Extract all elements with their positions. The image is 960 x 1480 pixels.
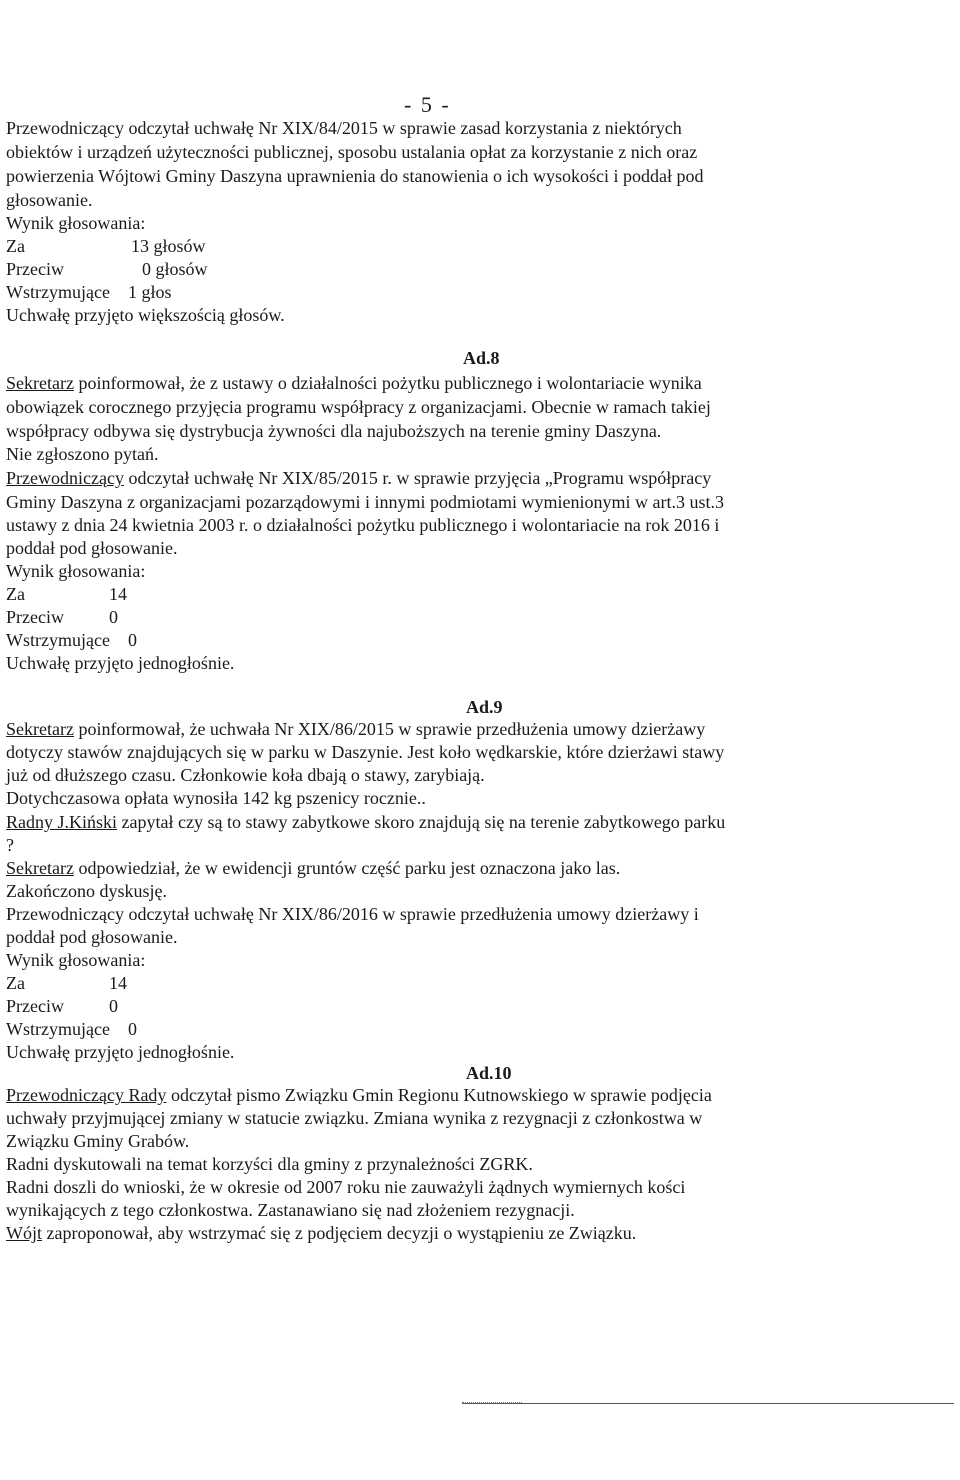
ad8-vote-za [6,583,127,605]
ad9-heading: Ad.9 [466,697,503,717]
vote-label: Przeciw [6,607,64,627]
block1-vote-przeciw [6,258,208,280]
block1-vote-header: Wynik głosowania: [6,213,146,233]
ad8-vote-header: Wynik głosowania: [6,561,146,581]
ad8-line-5-text: odczytał uchwałę Nr XIX/85/2015 r. w sprawie przyjęcia „Programu współpracy [123,468,712,488]
vote-label: Za [6,236,25,256]
vote-label: Za [6,973,25,993]
vote-label: Za [6,584,25,604]
footer-rule [462,1403,954,1404]
speaker-name: Sekretarz [6,373,74,393]
ad8-line-5 [6,467,711,489]
vote-value: 0 [109,607,118,627]
ad9-line-3: już od dłuższego czasu. Członkowie koła dbają o stawy, zarybiają. [6,765,485,785]
ad8-line-3: współpracy odbywa się dystrybucja żywności dla najuboższych na terenie gminy Daszyna. [6,421,662,441]
ad10-line-7-text: zaproponował, aby wstrzymać się z podjęciem decyzji o wystąpieniu ze Związku. [42,1223,637,1243]
ad9-vote-za [6,972,127,994]
vote-value: 0 [128,630,137,650]
block1-line-4: głosowanie. [6,190,93,210]
speaker-name: Wójt [6,1223,42,1243]
ad9-vote-header: Wynik głosowania: [6,950,146,970]
ad8-line-4: Nie zgłoszono pytań. [6,444,159,464]
vote-label: Przeciw [6,259,64,279]
page-number: - 5 - [404,92,451,117]
vote-label: Wstrzymujące [6,1019,110,1039]
ad10-heading: Ad.10 [466,1063,512,1083]
speaker-name: Przewodniczący [6,468,124,488]
ad8-vote-przeciw [6,606,118,628]
block1-vote-wstrzymujace [6,281,172,303]
ad10-line-3: Związku Gminy Grabów. [6,1131,190,1151]
ad10-line-6: wynikających z tego członkostwa. Zastanawiano się nad złożeniem rezygnacji. [6,1200,575,1220]
ad9-vote-wstrzymujace [6,1018,137,1040]
block1-line-3: powierzenia Wójtowi Gminy Daszyna uprawnienia do stanowienia o ich wysokości i poddał pod [6,166,704,186]
ad8-line-1-text: poinformował, że z ustawy o działalności pożytku publicznego i wolontariacie wynika [73,373,702,393]
ad9-line-6: ? [6,835,14,855]
ad8-line-2: obowiązek corocznego przyjęcia programu współpracy z organizacjami. Obecnie w ramach takiej [6,397,711,417]
ad8-heading: Ad.8 [463,348,500,368]
speaker-name: Radny J.Kiński [6,812,118,832]
vote-label: Przeciw [6,996,64,1016]
vote-value: 14 [109,973,127,993]
ad9-line-10: poddał pod głosowanie. [6,927,178,947]
vote-label: Wstrzymujące [6,630,110,650]
ad9-line-2: dotyczy stawów znajdujących się w parku w Daszynie. Jest koło wędkarskie, które dzierżawi stawy [6,742,725,762]
ad9-line-9: Przewodniczący odczytał uchwałę Nr XIX/86/2016 w sprawie przedłużenia umowy dzierżawy i [6,904,699,924]
ad8-result: Uchwałę przyjęto jednogłośnie. [6,653,235,673]
vote-value: 1 głos [128,282,172,302]
ad9-line-7 [6,857,620,879]
ad10-line-4: Radni dyskutowali na temat korzyści dla gminy z przynależności ZGRK. [6,1154,533,1174]
vote-label: Wstrzymujące [6,282,110,302]
ad9-result: Uchwałę przyjęto jednogłośnie. [6,1042,235,1062]
ad9-line-1-text: poinformował, że uchwała Nr XIX/86/2015 w sprawie przedłużenia umowy dzierżawy [73,719,706,739]
footer-rule-dots [462,1402,522,1405]
ad9-line-7-text: odpowiedział, że w ewidencji gruntów część parku jest oznaczona jako las. [73,858,621,878]
vote-value: 0 głosów [142,259,208,279]
ad8-line-6: Gminy Daszyna z organizacjami pozarządowymi i innymi podmiotami wymienionymi w art.3 ust.3 [6,492,725,512]
block1-result: Uchwałę przyjęto większością głosów. [6,305,285,325]
block1-line-2: obiektów i urządzeń użyteczności publicznej, sposobu ustalania opłat za korzystanie z nich oraz [6,142,698,162]
vote-value: 13 głosów [131,236,206,256]
vote-value: 0 [128,1019,137,1039]
ad9-line-4: Dotychczasowa opłata wynosiła 142 kg pszenicy rocznie.. [6,788,426,808]
ad8-line-1 [6,372,702,394]
ad9-line-1 [6,718,705,740]
ad9-line-5 [6,811,725,833]
ad9-line-5-text: zapytał czy są to stawy zabytkowe skoro znajdują się na terenie zabytkowego parku [117,812,726,832]
ad8-line-7: ustawy z dnia 24 kwietnia 2003 r. o działalności pożytku publicznego i wolontariacie na rok 2016 i [6,515,720,535]
ad8-line-8: poddał pod głosowanie. [6,538,178,558]
ad9-line-8: Zakończono dyskusję. [6,881,167,901]
ad10-line-1 [6,1084,712,1106]
ad10-line-1-text: odczytał pismo Związku Gmin Regionu Kutnowskiego w sprawie podjęcia [166,1085,712,1105]
ad9-vote-przeciw [6,995,118,1017]
ad8-vote-wstrzymujace [6,629,137,651]
vote-value: 14 [109,584,127,604]
vote-value: 0 [109,996,118,1016]
ad10-line-2: uchwały przyjmującej zmiany w statucie związku. Zmiana wynika z rezygnacji z członkostwa w [6,1108,703,1128]
block1-line-1: Przewodniczący odczytał uchwałę Nr XIX/84/2015 w sprawie zasad korzystania z niektórych [6,118,682,138]
block1-vote-za [6,235,206,257]
ad10-line-5: Radni doszli do wnioski, że w okresie od 2007 roku nie zauważyli żądnych wymiernych kości [6,1177,686,1197]
speaker-name: Przewodniczący Rady [6,1085,167,1105]
speaker-name: Sekretarz [6,858,74,878]
ad10-line-7 [6,1222,636,1244]
speaker-name: Sekretarz [6,719,74,739]
